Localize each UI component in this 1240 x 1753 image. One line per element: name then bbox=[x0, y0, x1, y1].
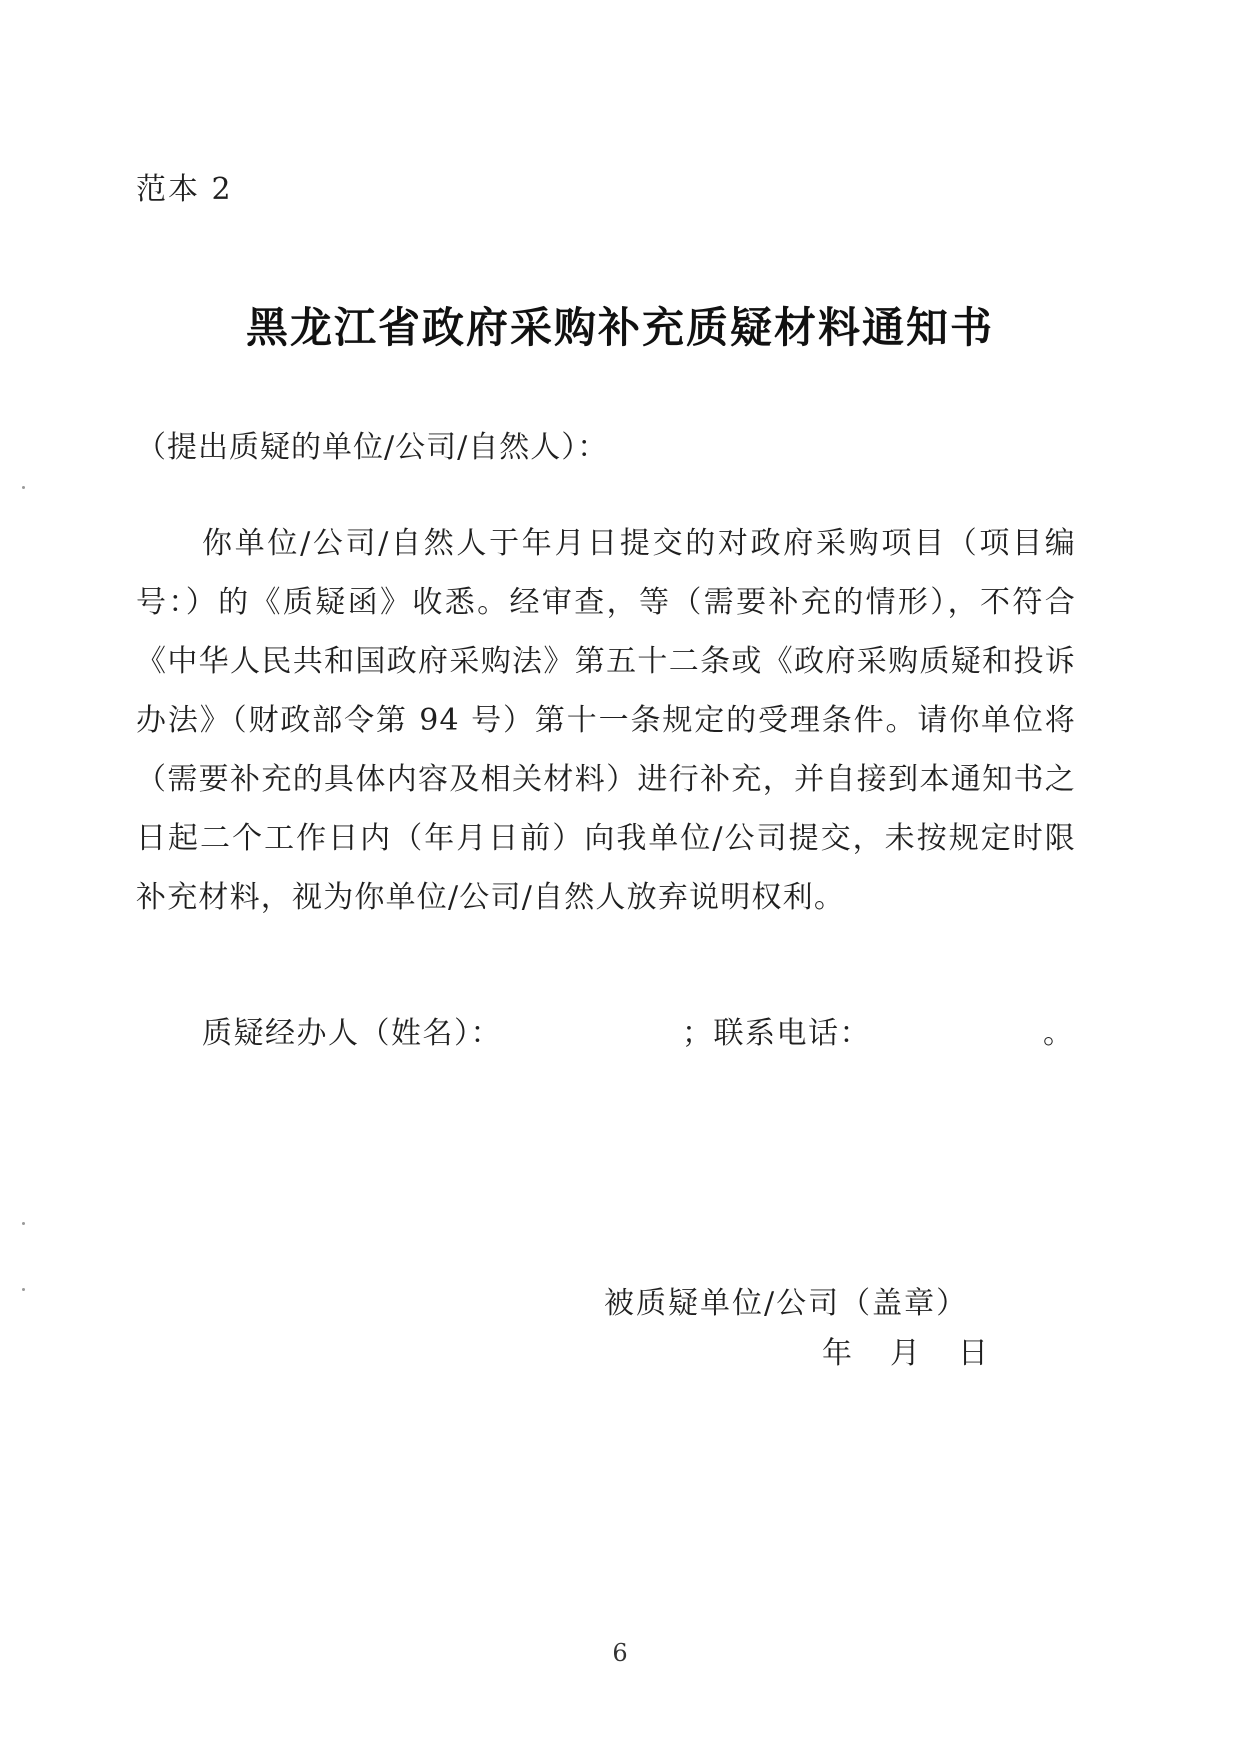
phone-label: 联系电话： bbox=[713, 1016, 871, 1051]
scan-speck bbox=[22, 1222, 25, 1225]
page-number: 6 bbox=[612, 1639, 628, 1667]
scan-speck bbox=[22, 486, 25, 489]
contact-separator: ； bbox=[682, 1016, 714, 1051]
handler-label: 质疑经办人（姓名）： bbox=[202, 1016, 502, 1051]
date-day: 日 bbox=[958, 1336, 988, 1371]
date-year: 年 bbox=[822, 1336, 852, 1371]
document-title: 黑龙江省政府采购补充质疑材料通知书 bbox=[245, 303, 994, 352]
date-line bbox=[822, 1334, 1026, 1374]
respondent-signature: 被质疑单位/公司（盖章） bbox=[604, 1286, 969, 1321]
contact-row bbox=[202, 1014, 1075, 1054]
date-month: 月 bbox=[890, 1336, 920, 1371]
sample-label: 范本 2 bbox=[136, 172, 233, 207]
salutation: （提出质疑的单位/公司/自然人）： bbox=[136, 430, 609, 465]
contact-end-mark: 。 bbox=[1043, 1016, 1075, 1051]
body-paragraph: 你单位/公司/自然人于年月日提交的对政府采购项目（项目编号：）的《质疑函》收悉。经审查，等（需要补充的情形），不符合《中华人民共和国政府采购法》第五十二条或《政府采购质疑和投诉办法》（财政部令第 94 号）第十一条规定的受理条件。请你单位将（需要补充的具体内容及相关材料）进行补充，并自接到本通知书之日起二个工作日内（年月日前）向我单位/公司提交，未按规定时限补充材料，视为你单位/公司/自然人放弃说明权利。 bbox=[136, 526, 1076, 915]
scan-speck bbox=[22, 1288, 25, 1291]
